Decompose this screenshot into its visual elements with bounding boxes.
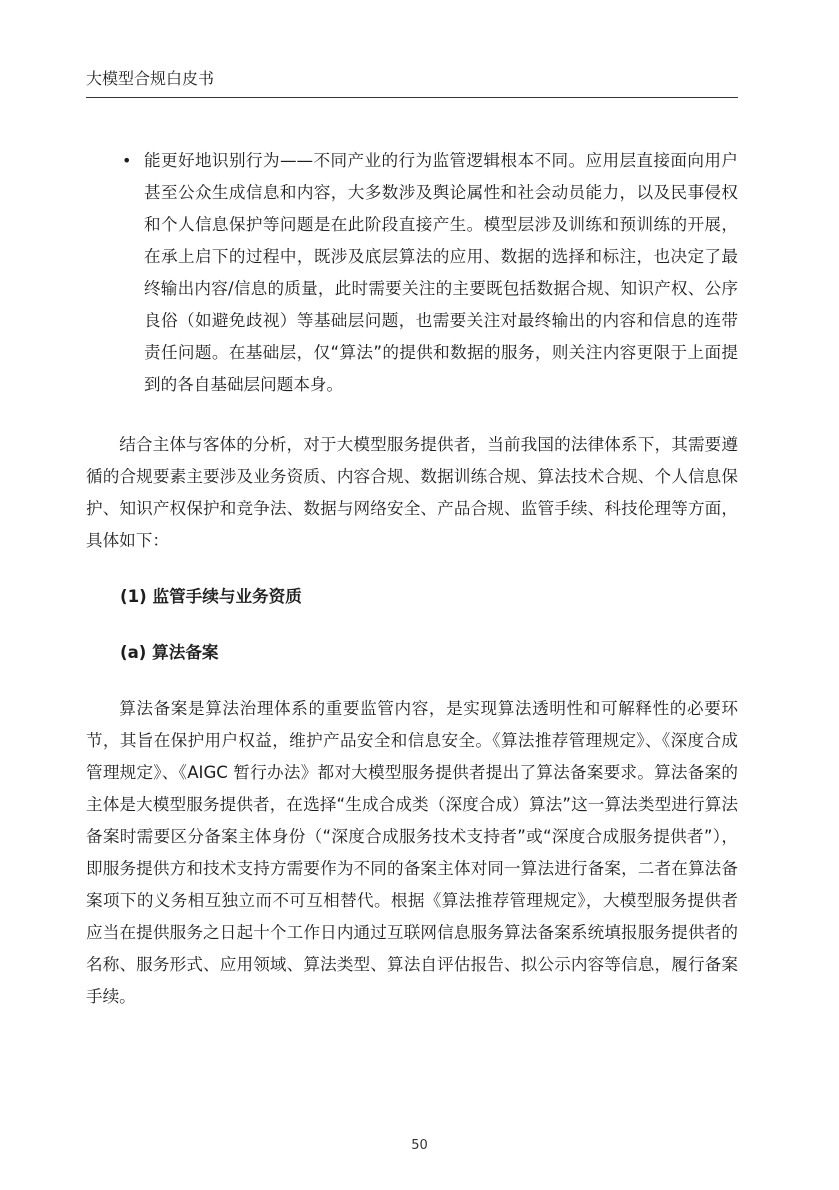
bullet-marker: • (122, 151, 132, 170)
running-header: 大模型合规白皮书 (86, 69, 215, 88)
bullet-text: 能更好地识别行为——不同产业的行为监管逻辑根本不同。应用层直接面向用户甚至公众生成信息和内容，大多数涉及舆论属性和社会动员能力，以及民事侵权和个人信息保护等问题是在此阶段直接产生。模型层涉及训练和预训练的开展，在承上启下的过程中，既涉及底层算法的应用、数据的选择和标注，也决定了最终输出内容/信息的质量，此时需要关注的主要既包括数据合规、知识产权、公序良俗（如避免歧视）等基础层问题，也需要关注对最终输出的内容和信息的连带责任问题。在基础层，仅“算法”的提供和数据的服务，则关注内容更限于上面提到的各自基础层问题本身。 (144, 151, 738, 394)
section-heading: (1) 监管手续与业务资质 (120, 587, 302, 606)
page-body (86, 145, 738, 1013)
page-number: 50 (411, 1138, 428, 1153)
body-paragraph: 结合主体与客体的分析，对于大模型服务提供者，当前我国的法律体系下，其需要遵循的合规要素主要涉及业务资质、内容合规、数据训练合规、算法技术合规、个人信息保护、知识产权保护和竞争法、数据与网络安全、产品合规、监管手续、科技伦理等方面，具体如下： (86, 435, 738, 550)
subsection-heading: (a) 算法备案 (120, 643, 219, 662)
bullet-item (86, 145, 738, 401)
header-rule (86, 97, 738, 98)
body-paragraph: 算法备案是算法治理体系的重要监管内容，是实现算法透明性和可解释性的必要环节，其旨在保护用户权益，维护产品安全和信息安全。《算法推荐管理规定》、《深度合成管理规定》、《AIGC 暂行办法》都对大模型服务提供者提出了算法备案要求。算法备案的主体是大模型服务提供者，在选择“生成合成类（深度合成）算法”这一算法类型进行算法备案时需要区分备案主体身份（“深度合成服务技术支持者”或“深度合成服务提供者”），即服务提供方和技术支持方需要作为不同的备案主体对同一算法进行备案，二者在算法备案项下的义务相互独立而不可互相替代。根据《算法推荐管理规定》，大模型服务提供者应当在提供服务之日起十个工作日内通过互联网信息服务算法备案系统填报服务提供者的名称、服务形式、应用领域、算法类型、算法自评估报告、拟公示内容等信息，履行备案手续。 (86, 699, 738, 1006)
